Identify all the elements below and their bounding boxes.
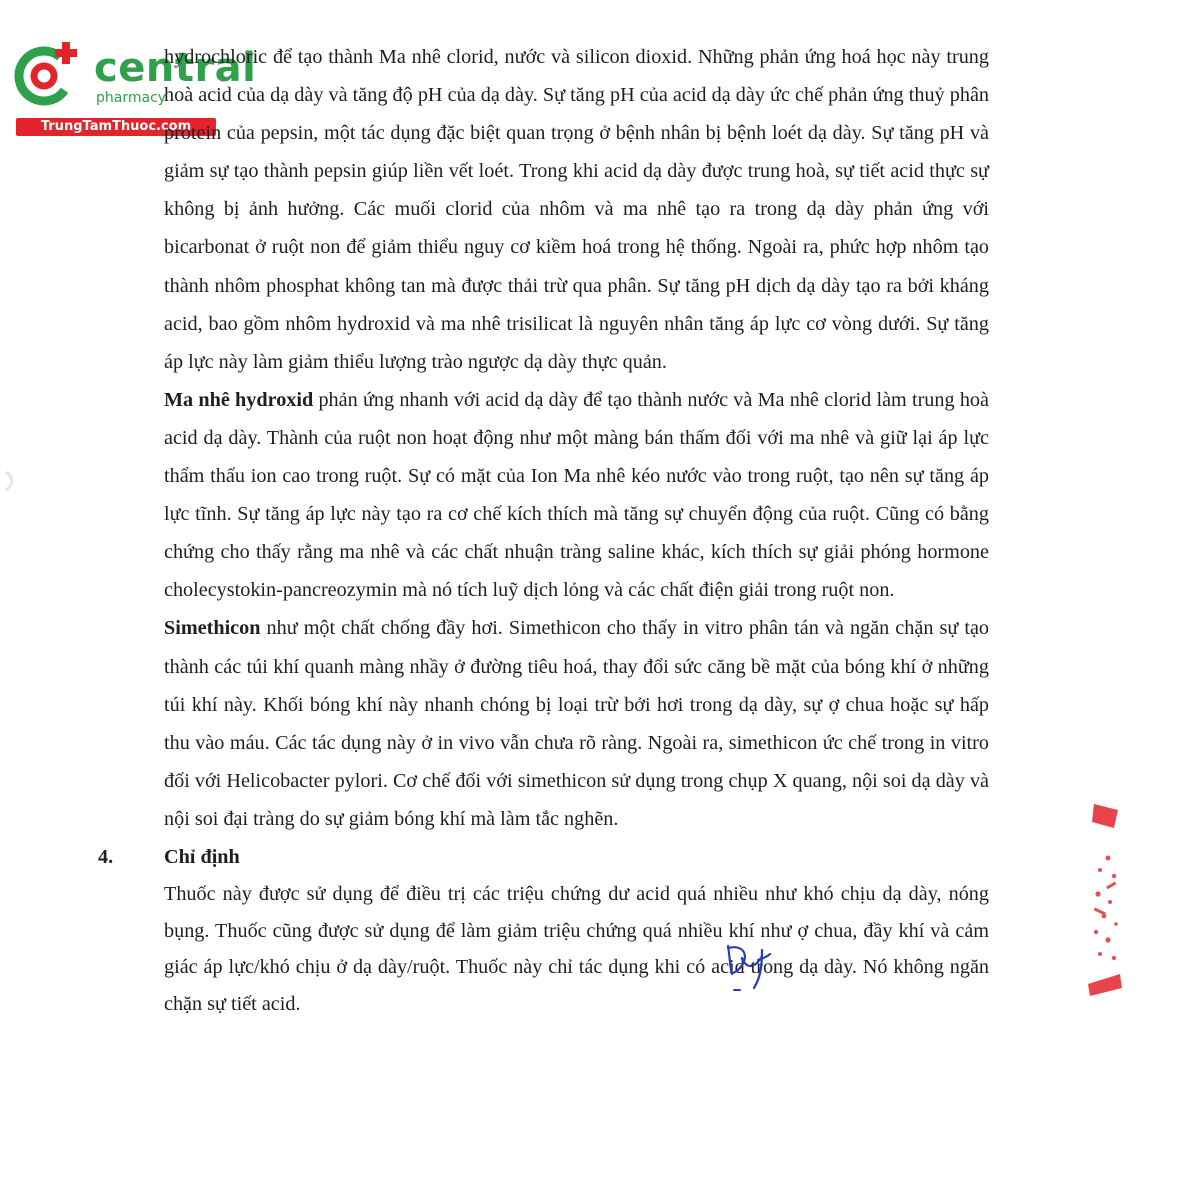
paragraph-text: hydrochloric để tạo thành Ma nhê clorid, nước và silicon dioxid. Những phản ứng hoá học này trung hoà acid của dạ dày và tăng độ pH của dạ dày. Sự tăng pH của acid dạ dày ức chế phản ứng thuỷ phân protein của pepsin, một tác dụng đặc biệt quan trọng ở bệnh nhân bị bệnh loét dạ dày. Sự tăng pH và giảm sự tạo thành pepsin giúp liền vết loét. Trong khi acid dạ dày được trung hoà, sự tiết acid thực sự không bị ảnh hưởng. Các muối clorid của nhôm và ma nhê tạo ra trong dạ dày phản ứng với bicarbonat ở ruột non để giảm thiểu nguy cơ kiềm hoá trong hệ thống. Ngoài ra, phức hợp nhôm tạo thành nhôm phosphat không tan mà được thải trừ qua phân. Sự tăng pH dịch dạ dày tạo ra bởi kháng acid, bao gồm nhôm hydroxid và ma nhê trisilicat là nguyên nhân tăng áp lực cơ vòng dưới. Sự tăng áp lực này làm giảm thiểu lượng trào ngược dạ dày thực quản.	[164, 46, 989, 373]
handwritten-initials-signature	[720, 938, 780, 998]
red-stamp-edge	[1080, 798, 1125, 998]
logo-subtitle: pharmacy	[96, 90, 167, 106]
paragraph-mechanism	[164, 38, 989, 381]
paragraph-text: phản ứng nhanh với acid dạ dày để tạo thành nước và Ma nhê clorid làm trung hoà acid dạ dày. Thành của ruột non hoạt động như một màng bán thấm đối với ma nhê và giữ lại áp lực thẩm thấu ion cao trong ruột. Sự có mặt của Ion Ma nhê kéo nước vào trong ruột, tạo nên sự tăng áp lực tĩnh. Sự tăng áp lực này tạo ra cơ chế kích thích mà tăng sự chuyển động của ruột. Cũng có bằng chứng cho thấy rằng ma nhê và các chất nhuận tràng saline khác, kích thích sự giải phóng hormone cholecystokin-pancreozymin mà nó tích luỹ dịch lỏng và các chất điện giải trong ruột non.	[164, 388, 989, 602]
section-heading	[98, 838, 989, 876]
logo-brand-name: central	[94, 45, 257, 91]
paragraph-bold-lead: Ma nhê hydroxid	[164, 388, 314, 411]
section-title: Chỉ định	[164, 845, 240, 868]
paragraph-indications: Thuốc này được sử dụng để điều trị các triệu chứng dư acid quá nhiều như khó chịu dạ dày, nóng bụng. Thuốc cũng được sử dụng để làm giảm triệu chứng quá nhiều khí như ợ chua, đầy khí và cảm giác áp lực/khó chịu ở dạ dày/ruột. Thuốc này chỉ tác dụng khi có acid trong dạ dày. Nó không ngăn chặn sự tiết acid.	[164, 883, 989, 1015]
paragraph-bold-lead: Simethicon	[164, 617, 261, 640]
paragraph-simethicone	[164, 609, 989, 838]
logo-banner-url[interactable]: TrungTamThuoc.com	[16, 118, 216, 136]
paragraph-magnesium-hydroxide	[164, 381, 989, 610]
page-fold-mark	[4, 470, 18, 492]
paragraph-text: như một chất chống đầy hơi. Simethicon cho thấy in vitro phân tán và ngăn chặn sự tạo thành các túi khí quanh màng nhầy ở đường tiêu hoá, thay đổi sức căng bề mặt của bóng khí ở những túi khí này. Khối bóng khí này nhanh chóng bị loại trừ bởi hơi trong dạ dày, sự ợ chua hoặc sự hấp thu vào máu. Các tác dụng này ở in vivo vẫn chưa rõ ràng. Ngoài ra, simethicon ức chế trong in vitro đối với Helicobacter pylori. Cơ chế đối với simethicon sử dụng trong chụp X quang, nội soi dạ dày và nội soi đại tràng do sự giảm bóng khí mà làm tắc nghẽn.	[164, 617, 989, 830]
section-number: 4.	[98, 845, 114, 868]
pharmacy-cross-logo-icon	[12, 38, 84, 110]
